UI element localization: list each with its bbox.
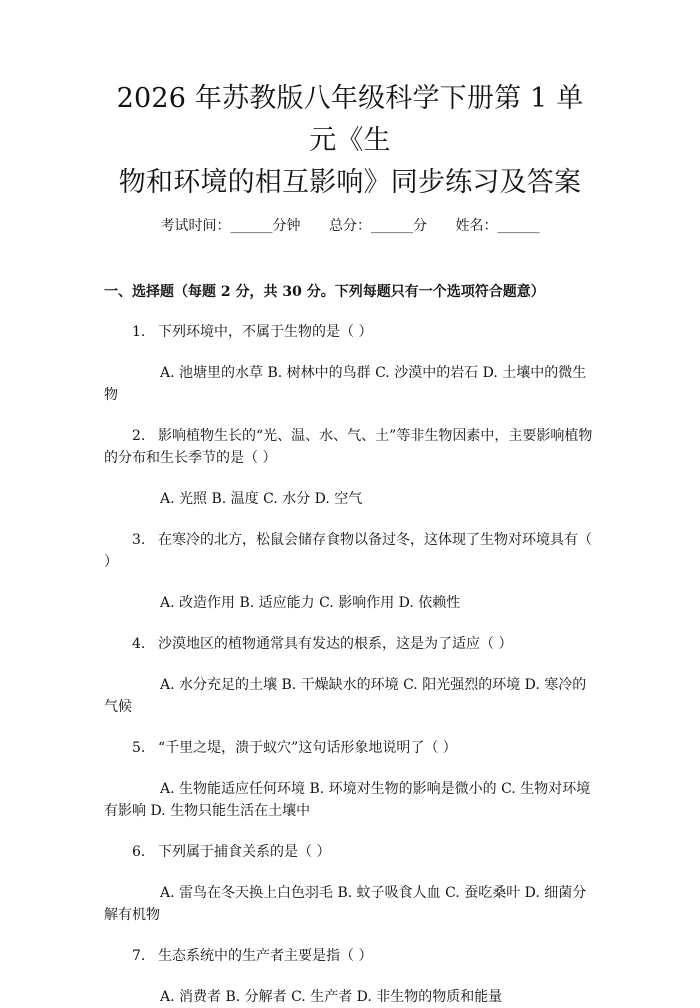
question-text: 影响植物生长的“光、温、水、气、土”等非生物因素中，主要影响植物的分布和生长季节的是（ ）: [104, 428, 593, 466]
question-number: 3.: [132, 532, 146, 548]
question-3-options: A. 改造作用 B. 适应能力 C. 影响作用 D. 依赖性: [160, 595, 461, 611]
question-7-options: A. 消费者 B. 分解者 C. 生产者 D. 非生物的物质和能量: [160, 989, 503, 1005]
exam-score: 总分：______分: [329, 218, 427, 234]
exam-meta: [104, 216, 596, 236]
question-3: [104, 529, 596, 573]
question-number: 5.: [132, 740, 146, 756]
question-number: 6.: [132, 844, 146, 860]
student-name: 姓名：______: [455, 218, 540, 234]
title-line-1: 2026 年苏教版八年级科学下册第 1 单元《生: [116, 83, 584, 156]
question-number: 7.: [132, 948, 146, 964]
question-number: 4.: [132, 636, 146, 652]
question-1: [104, 321, 596, 343]
title-line-2: 物和环境的相互影响》同步练习及答案: [118, 167, 582, 198]
question-4: [104, 633, 596, 655]
question-2-options: A. 光照 B. 温度 C. 水分 D. 空气: [160, 491, 363, 507]
question-6: [104, 841, 596, 863]
question-text: 下列属于捕食关系的是（ ）: [158, 844, 331, 860]
question-text: 沙漠地区的植物通常具有发达的根系，这是为了适应（ ）: [158, 636, 513, 652]
question-4-options: A. 水分充足的土壤 B. 干燥缺水的环境 C. 阳光强烈的环境 D. 寒冷的气候: [104, 677, 587, 715]
question-7: [104, 945, 596, 967]
question-number: 2.: [132, 428, 146, 444]
question-text: 下列环境中，不属于生物的是（ ）: [158, 324, 373, 340]
question-text: “千里之堤，溃于蚁穴”这句话形象地说明了（ ）: [158, 740, 457, 756]
exam-time: 考试时间：______分钟: [160, 218, 301, 234]
question-text: 生态系统中的生产者主要是指（ ）: [158, 948, 373, 964]
section-heading: 一、选择题（每题 2 分，共 30 分。下列每题只有一个选项符合题意）: [104, 284, 545, 300]
question-5: [104, 737, 596, 759]
question-text: 在寒冷的北方，松鼠会储存食物以备过冬，这体现了生物对环境具有（ ）: [104, 532, 592, 570]
question-2: [104, 425, 596, 469]
question-6-options: A. 雷鸟在冬天换上白色羽毛 B. 蚊子吸食人血 C. 蚕吃桑叶 D. 细菌分解有机物: [104, 885, 587, 923]
document-title: [104, 78, 596, 204]
question-number: 1.: [132, 324, 146, 340]
question-1-options: A. 池塘里的水草 B. 树林中的鸟群 C. 沙漠中的岩石 D. 土壤中的微生物: [104, 365, 587, 403]
question-5-options: A. 生物能适应任何环境 B. 环境对生物的影响是微小的 C. 生物对环境有影响 D. 生物只能生活在土壤中: [104, 781, 591, 819]
